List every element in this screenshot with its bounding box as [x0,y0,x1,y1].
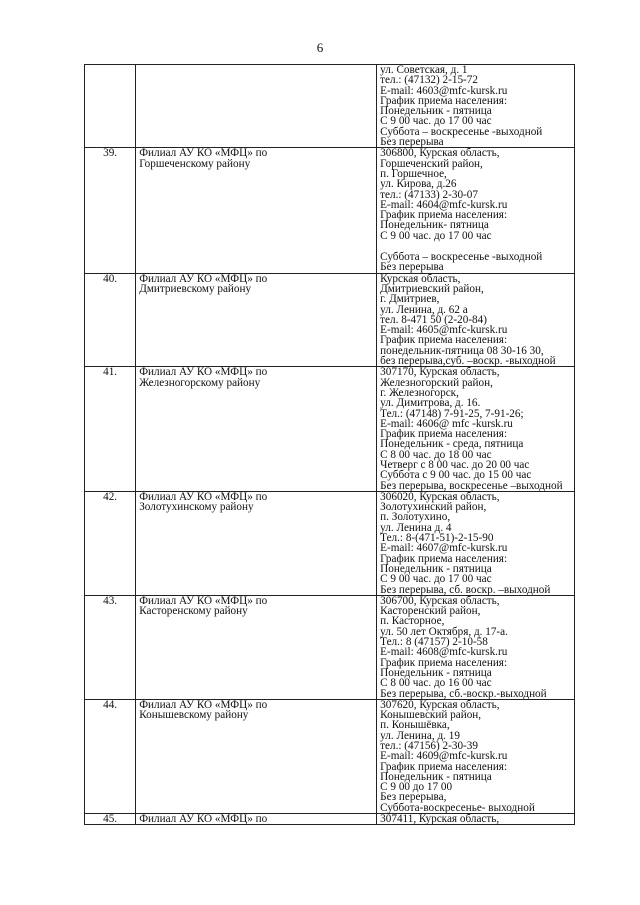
contact-line: Тел.: 8-(471-51)-2-15-90 [380,532,494,545]
contact-line: п. Горшечное, [380,167,447,180]
contact-line: Без перерыва, сб. воскр. –выходной [380,583,551,596]
contact-line: График приема населения: [380,428,508,441]
branch-name-line: Дмитриевскому району [139,282,252,295]
branch-name-line: Железногорскому району [139,376,261,389]
row-number: 42. [85,491,136,595]
contact-line: 306800, Курская область, [380,147,500,160]
branch-name [136,367,377,492]
contact-line: ул. 50 лет Октября, д. 17-а. [380,625,508,638]
email-line: E-mail: 4607@mfc-kursk.ru [380,542,508,555]
contact-line: График приема населения: [380,94,508,107]
row-number [85,65,136,148]
contact-line: Понедельник - пятница [380,666,492,679]
contact-line: п. Золотухино, [380,511,451,524]
branch-contacts [377,273,575,367]
contact-line: Без перерыва, воскресенье –выходной [380,479,563,492]
branch-name-line: Горшеченскому району [139,157,251,170]
contact-line: Горшеченский район, [380,157,483,170]
branch-contacts [377,491,575,595]
email-line: E-mail: 4605@mfc-kursk.ru [380,324,508,337]
contact-line: Без перерыва, [380,791,447,804]
contact-line: С 8 00 час. до 16 00 час [380,677,492,690]
contact-line: Железногорский район, [380,376,493,389]
row-number: 40. [85,273,136,367]
branch-contacts [377,699,575,813]
contact-line: С 8 00 час. до 18 00 час [380,448,492,461]
table-row [85,595,575,699]
contact-line: Конышевский район, [380,709,482,722]
branch-contacts [377,367,575,492]
contact-line: Тел.: (47148) 7-91-25, 7-91-26; [380,407,524,420]
branch-name [136,699,377,813]
branch-name-line: Филиал АУ КО «МФЦ» по [139,273,268,285]
contact-line: С 9 00 час. до 17 00 час [380,115,492,128]
branch-name-line: Конышевскому району [139,709,249,722]
contact-line: 307411, Курская область, [380,813,500,825]
contact-line: тел. 8-471 50 (2-20-84) [380,313,487,326]
branch-name-line: Золотухинскому району [139,501,254,514]
contact-line: тел.: (47133) 2-30-07 [380,188,478,201]
contact-line: Четверг с 8 00 час. до 20 00 час [380,458,530,471]
table-row [85,65,575,148]
contact-line: Касторенский район, [380,605,481,618]
branch-name [136,65,377,148]
table-row [85,273,575,367]
contact-line: ул. Ленина, д. 62 а [380,303,468,316]
contact-line: С 9 00 до 17 00 [380,781,453,794]
branch-name-line: Филиал АУ КО «МФЦ» по [139,699,268,711]
contact-line: Суббота-воскресенье- выходной [380,801,535,814]
contact-line: тел.: (47156) 2-30-39 [380,740,478,752]
contact-line: Без перерыва [380,136,444,148]
table-row [85,367,575,492]
row-number: 41. [85,367,136,492]
branch-name [136,148,377,273]
contact-line: понедельник-пятница 08 30-16 30, [380,344,544,357]
branch-name-line: Филиал АУ КО «МФЦ» по [139,491,268,503]
page-number: 6 [316,40,324,55]
contact-line: без перерыва,суб. –воскр. -выходной [380,355,556,367]
table-row [85,814,575,825]
contact-line: г. Железногорск, [380,386,459,399]
row-number: 44. [85,699,136,813]
contact-line: График приема населения: [380,656,508,669]
contact-line: Тел.: 8 (47157) 2-10-58 [380,636,488,649]
email-line: E-mail: 4606@ mfc -kursk.ru [380,417,513,430]
contact-line: Понедельник- пятница [380,219,489,232]
contact-line: Без перерыва [380,261,444,274]
contact-line: п. Касторное, [380,615,445,628]
branch-name-line: Касторенскому району [139,605,248,618]
branch-contacts [377,148,575,273]
contact-line: Без перерыва, сб.-воскр.-выходной [380,687,547,700]
contact-line: ул. Кирова, д.26 [380,178,457,191]
contact-line: тел.: (47132) 2-15-72 [380,74,478,87]
email-line: E-mail: 4609@mfc-kursk.ru [380,750,508,763]
contact-line: С 9 00 час. до 17 00 час [380,229,492,242]
branch-name-line: Филиал АУ КО «МФЦ» по [139,366,268,379]
contact-line: п. Конышёвка, [380,719,450,732]
branch-name [136,491,377,595]
table-row [85,699,575,813]
contact-line: Понедельник - пятница [380,562,492,575]
contact-line: Суббота – воскресенье -выходной [380,125,543,138]
contact-line: Золотухинский район, [380,501,487,514]
branch-name [136,814,377,825]
contact-line: Понедельник - пятница [380,105,492,118]
email-line: E-mail: 4604@mfc-kursk.ru [380,198,508,211]
branch-name-line: Филиал АУ КО «МФЦ» по [139,595,268,607]
branch-name [136,273,377,367]
mfc-branches-table [84,64,575,825]
contact-line: ул. Димитрова, д. 16. [380,397,481,410]
contact-line: 306700, Курская область, [380,595,500,607]
table-row [85,491,575,595]
email-line: E-mail: 4603@mfc-kursk.ru [380,84,508,97]
contact-line: Суббота – воскресенье -выходной [380,251,543,264]
table-body [85,65,575,825]
email-line: E-mail: 4608@mfc-kursk.ru [380,646,508,659]
row-number: 39. [85,148,136,273]
contact-line: С 9 00 час. до 17 00 час [380,573,492,586]
branch-contacts [377,65,575,148]
row-number: 43. [85,595,136,699]
contact-line: График приема населения: [380,552,508,565]
contact-line: ул. Ленина, д. 19 [380,729,460,742]
contact-line: ул. Советская, д. 1 [380,64,468,76]
contact-line: Дмитриевский район, [380,282,484,295]
branch-contacts [377,595,575,699]
contact-line: 307620, Курская область, [380,699,500,711]
branch-contacts [377,814,575,825]
contact-line: 307170, Курская область, [380,366,500,379]
contact-line: Курская область, [380,273,461,285]
branch-name-line: Филиал АУ КО «МФЦ» по [139,813,268,825]
contact-line: ул. Ленина д. 4 [380,521,452,534]
table-row [85,148,575,273]
contact-line: График приема населения: [380,334,508,347]
contact-line: График приема населения: [380,209,508,222]
contact-line: 306020, Курская область, [380,491,500,503]
contact-line: Понедельник - пятница [380,770,492,783]
branch-name [136,595,377,699]
row-number: 45. [85,814,136,825]
contact-line: г. Дмитриев, [380,293,440,306]
branch-name-line: Филиал АУ КО «МФЦ» по [139,147,268,160]
contact-line: Понедельник - среда, пятница [380,438,524,451]
contact-line: Суббота с 9 00 час. до 15 00 час [380,469,532,482]
contact-line: График приема населения: [380,760,508,773]
